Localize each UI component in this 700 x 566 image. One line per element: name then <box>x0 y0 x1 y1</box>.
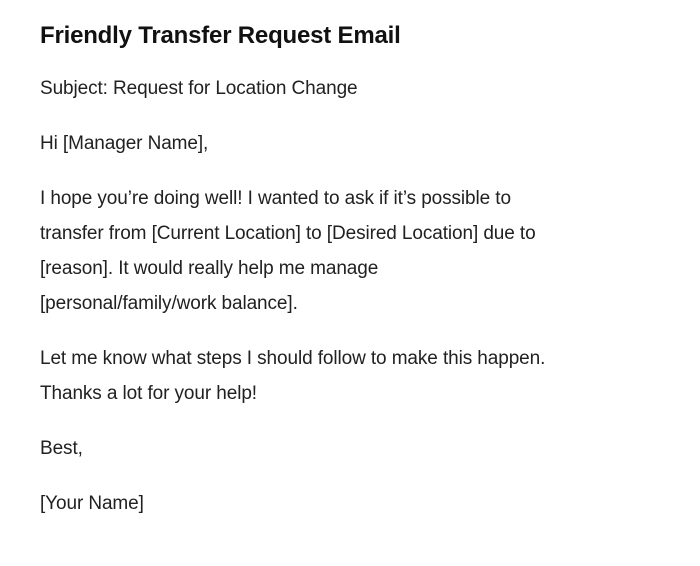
subject-line-text: Subject: Request for Location Change <box>40 78 358 99</box>
greeting-text: Hi [Manager Name], <box>40 133 209 154</box>
body-paragraph-1 <box>40 181 660 321</box>
text-line: transfer from [Current Location] to [Desired Location] due to <box>40 223 536 244</box>
text-line: Thanks a lot for your help! <box>40 383 257 404</box>
closing-line <box>40 431 660 466</box>
subject-line <box>40 71 660 106</box>
signature-text: [Your Name] <box>40 493 144 514</box>
body-paragraph-2 <box>40 341 660 411</box>
page-title: Friendly Transfer Request Email <box>40 22 401 49</box>
signature-line <box>40 486 660 521</box>
text-line: Let me know what steps I should follow to make this happen. <box>40 348 546 369</box>
text-line: I hope you’re doing well! I wanted to ask if it’s possible to <box>40 188 511 209</box>
text-line: [personal/family/work balance]. <box>40 293 298 314</box>
greeting-line <box>40 126 660 161</box>
closing-text: Best, <box>40 438 83 459</box>
text-line: [reason]. It would really help me manage <box>40 258 379 279</box>
